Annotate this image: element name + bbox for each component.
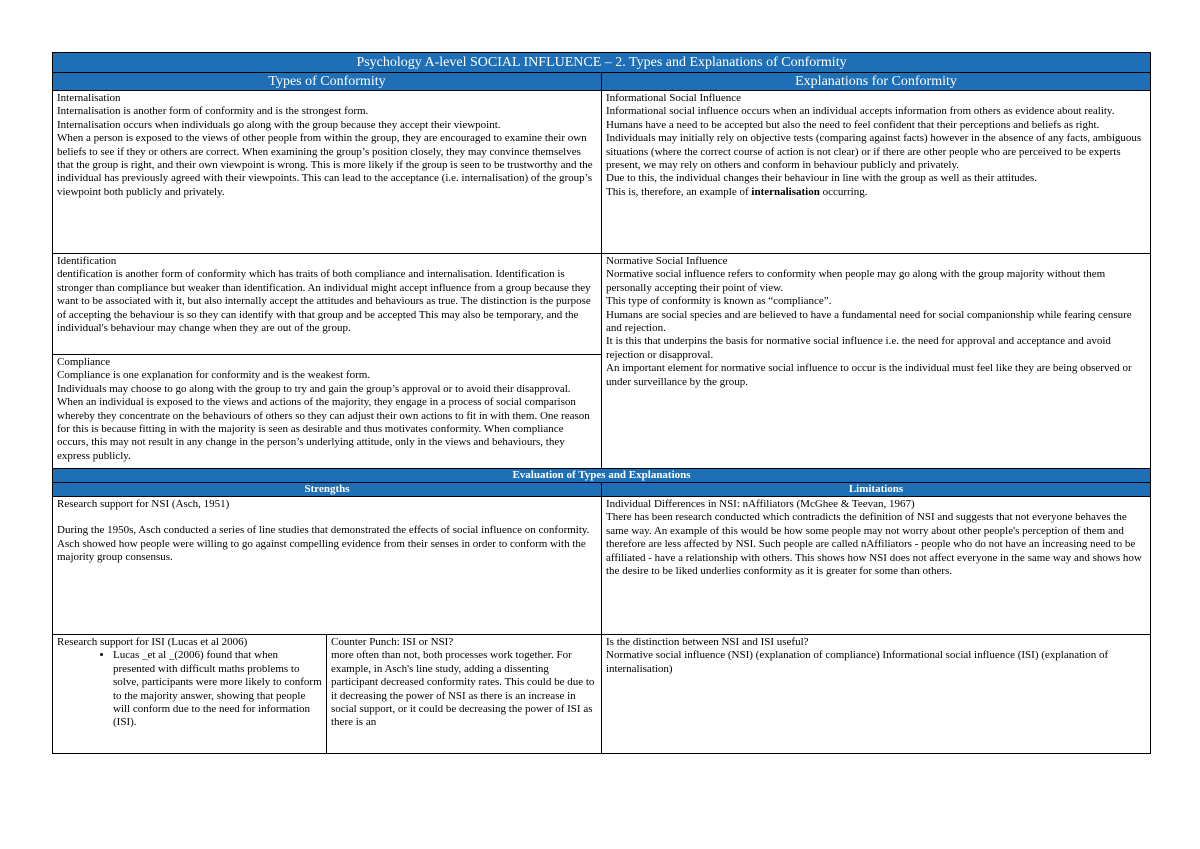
isi-line: Due to this, the individual changes their behaviour in line with the group as well as their attitudes. [606,172,1038,185]
counter-text: more often than not, both processes work together. For example, in Asch's line study, adding a dissenting participant decreased conformity rates. This could be due to it decreasing the power of NSI as there is an increase in social support, or it could be decreasing the power of ISI as there is an [331,649,595,729]
isi-last-suffix: occurring. [819,185,868,198]
distinction-cell [602,635,1151,754]
isi-line: Humans have a need to be accepted but also the need to feel confident that their perceptions and beliefs as right. [606,118,1100,131]
blank-line [57,511,597,524]
lucas-heading: Research support for ISI (Lucas et al 2006) [57,636,248,648]
limitations-header: Limitations [602,483,1151,497]
nsi-line: Normative social influence refers to conformity when people may go along with the group majority without them personally accepting their point of view. [606,268,1106,294]
identification-cell [53,254,602,355]
internalisation-cell [53,91,602,254]
isi-heading: Informational Social Influence [606,92,742,104]
isi-line: Individuals may initially rely on objective tests (comparing against facts) however in the absence of any facts, ambiguous situations (where the correct course of action is not clear) or if there are other people who are perceived to be experts present, we may rely on others and conform in behaviour publicly and privately. [606,132,1142,172]
isi-last-prefix: This is, therefore, an example of [606,185,752,198]
nsi-line: This type of conformity is known as “compliance”. [606,295,832,308]
internalisation-line: When a person is exposed to the views of other people from within the group, they are encouraged to examine their own beliefs to see if they or others are correct. When examining the group’s position closely, they may convince themselves that the group is right, and their own viewpoint is wrong. This is more likely if the group is seen to be trustworthy and the individual has previously agreed with their viewpoints. This can lead to the acceptance (i.e. internalisation) of the group’s viewpoint both publicly and privately. [57,132,593,198]
compliance-cell [53,355,602,469]
internalisation-line: Internalisation is another form of conformity and is the strongest form. [57,105,369,118]
nsi-line: Humans are social species and are believed to have a fundamental need for social companionship while fearing censure and rejection. [606,308,1132,335]
identification-heading: Identification [57,255,117,267]
explanations-header: Explanations for Conformity [602,73,1151,91]
distinction-heading: Is the distinction between NSI and ISI useful? [606,636,809,648]
nsi-heading: Normative Social Influence [606,255,728,267]
isi-last-bold: internalisation [751,185,820,198]
counter-content [331,636,597,752]
types-header: Types of Conformity [53,73,602,91]
isi-cell [602,91,1151,254]
lucas-bullet: • Lucas _et al _(2006) found that when presented with difficult maths problems to solve, participants were more likely to conform to the majority answer, showing that people will conform due to the need for information (ISI). [113,649,322,729]
internalisation-heading: Internalisation [57,92,121,104]
compliance-heading: Compliance [57,356,111,368]
compliance-line: Individuals may choose to go along with the group to try and gain the group’s approval or to avoid their disapproval. When an individual is exposed to the views and actions of the majority, they engage in a process of social comparison whereby they concentrate on the behaviours of others so they can adjust their own actions to fit in with them. One reason for this is because fitting in with the majority is seen as desirable and thus motivates conformity. When compliance occurs, this may not result in any change in the person’s underlying attitude, only in the views and behaviours, they express publicly. [57,382,590,462]
identification-text: dentification is another form of conformity which has traits of both compliance and internalisation. Identification is stronger than compliance but weaker than identification. An individual might accept influence from a group because they want to be associated with it, but also internally accept the attitudes and behaviours as true. The distinction is the purpose of accepting the behaviour is so they can identify with that group and be accepted This may also be temporary, and the individual's behaviour may change when they are out of the group. [57,268,591,335]
naffiliators-text: There has been research conducted which contradicts the definition of NSI and suggests that not everyone behaves the same way. An example of this would be how some people may not worry about other people's perception of them and therefore are less affected by NSI. Such people are called nAffiliators - people who do not have an increasing need to be affiliated - have a relationship with others. This shows how NSI does not affect everyone in the same way and shows how the desire to be liked underlies conformity as it is greater for some than others. [606,511,1142,578]
lucas-list [57,649,322,729]
compliance-line: Compliance is one explanation for conformity and is the weakest form. [57,369,371,382]
counter-cell [327,635,602,754]
asch-heading: Research support for NSI (Asch, 1951) [57,498,230,510]
isi-line: Informational social influence occurs when an individual accepts information from others as evidence about reality. [606,105,1115,118]
worksheet [52,52,1150,754]
conformity-table [52,52,1151,754]
strengths-header: Strengths [53,483,602,497]
asch-line: Asch showed how people were willing to go against compelling evidence from their senses in order to conform with the majority group consensus. [57,537,586,564]
distinction-text: Normative social influence (NSI) (explanation of compliance) Informational social influence (ISI) (explanation of internalisation) [606,649,1109,675]
lucas-cell [53,635,327,754]
internalisation-line: Internalisation occurs when individuals go along with the group because they accept their viewpoint. [57,118,501,131]
counter-heading: Counter Punch: ISI or NSI? [331,636,454,648]
naffiliators-cell [602,497,1151,635]
nsi-line: An important element for normative social influence to occur is the individual must feel like they are being observed or under surveillance by the group. [606,362,1132,388]
isi-last-line [606,186,1146,199]
evaluation-header: Evaluation of Types and Explanations [53,469,1151,483]
nsi-cell [602,254,1151,469]
page-title: Psychology A-level SOCIAL INFLUENCE – 2. Types and Explanations of Conformity [53,53,1151,73]
nsi-line: It is this that underpins the basis for normative social influence i.e. the need for approval and acceptance and avoid rejection or disapproval. [606,335,1111,361]
asch-line: During the 1950s, Asch conducted a series of line studies that demonstrated the effects of social influence on conformity. [57,524,590,537]
naffiliators-heading: Individual Differences in NSI: nAffiliators (McGhee & Teevan, 1967) [606,498,915,510]
asch-cell [53,497,602,635]
